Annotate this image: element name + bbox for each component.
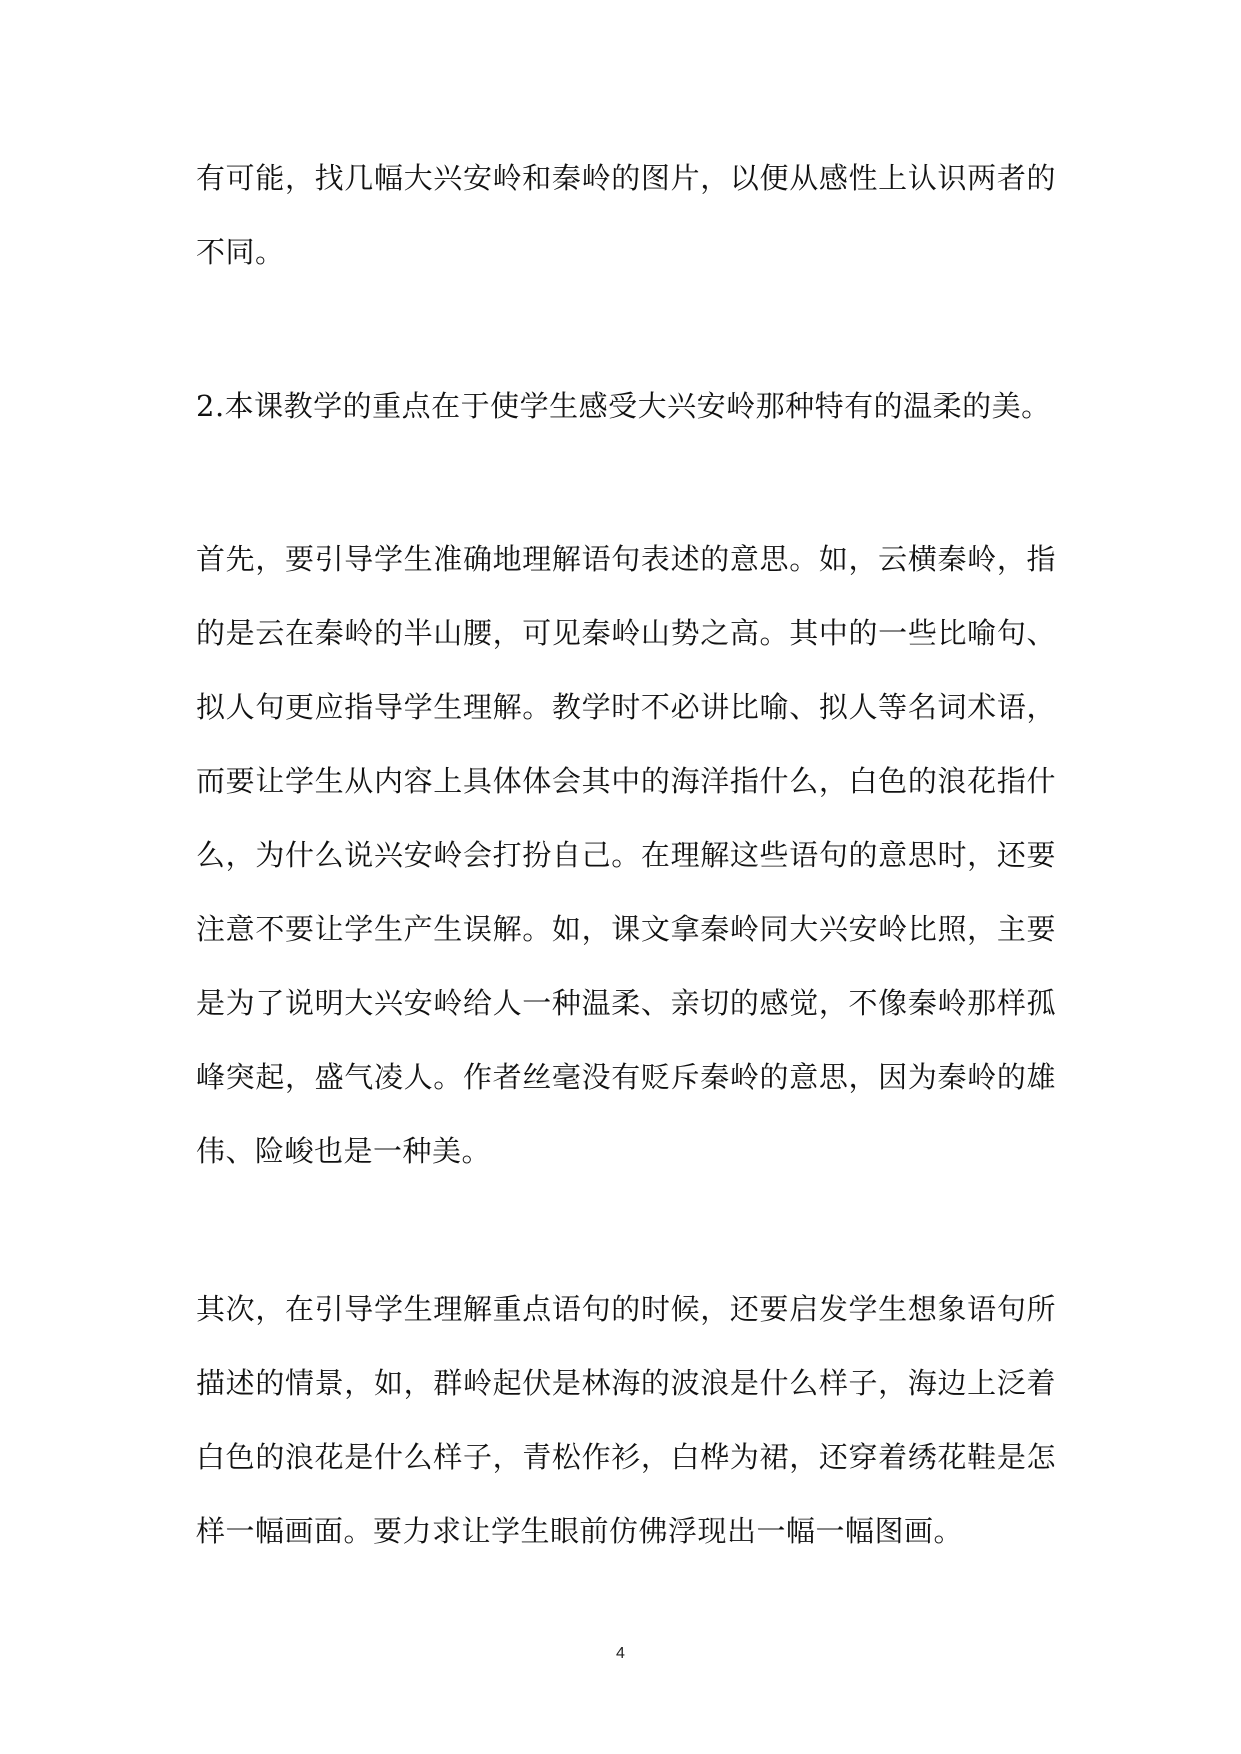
paragraph-teaching-focus: 2.本课教学的重点在于使学生感受大兴安岭那种特有的温柔的美。 xyxy=(196,389,1051,423)
paragraph-second-imagination: 其次，在引导学生理解重点语句的时候，还要启发学生想象语句所描述的情景，如，群岭起伏是林海的波浪是什么样子，海边上泛着白色的浪花是什么样子，青松作衫，白桦为裙，还穿着绣花鞋是怎样一幅画面。要力求让学生眼前仿佛浮现出一幅一幅图画。 xyxy=(196,1292,1056,1548)
page-number: 4 xyxy=(616,1645,625,1662)
paragraph-first-understanding: 首先，要引导学生准确地理解语句表述的意思。如，云横秦岭，指的是云在秦岭的半山腰，可见秦岭山势之高。其中的一些比喻句、拟人句更应指导学生理解。教学时不必讲比喻、拟人等名词术语，而要让学生从内容上具体体会其中的海洋指什么，白色的浪花指什么，为什么说兴安岭会打扮自己。在理解这些语句的意思时，还要注意不要让学生产生误解。如，课文拿秦岭同大兴安岭比照，主要是为了说明大兴安岭给人一种温柔、亲切的感觉，不像秦岭那样孤峰突起，盛气凌人。作者丝毫没有贬斥秦岭的意思，因为秦岭的雄伟、险峻也是一种美。 xyxy=(196,542,1056,1168)
paragraph-image-suggestion: 有可能，找几幅大兴安岭和秦岭的图片，以便从感性上认识两者的不同。 xyxy=(196,161,1056,269)
